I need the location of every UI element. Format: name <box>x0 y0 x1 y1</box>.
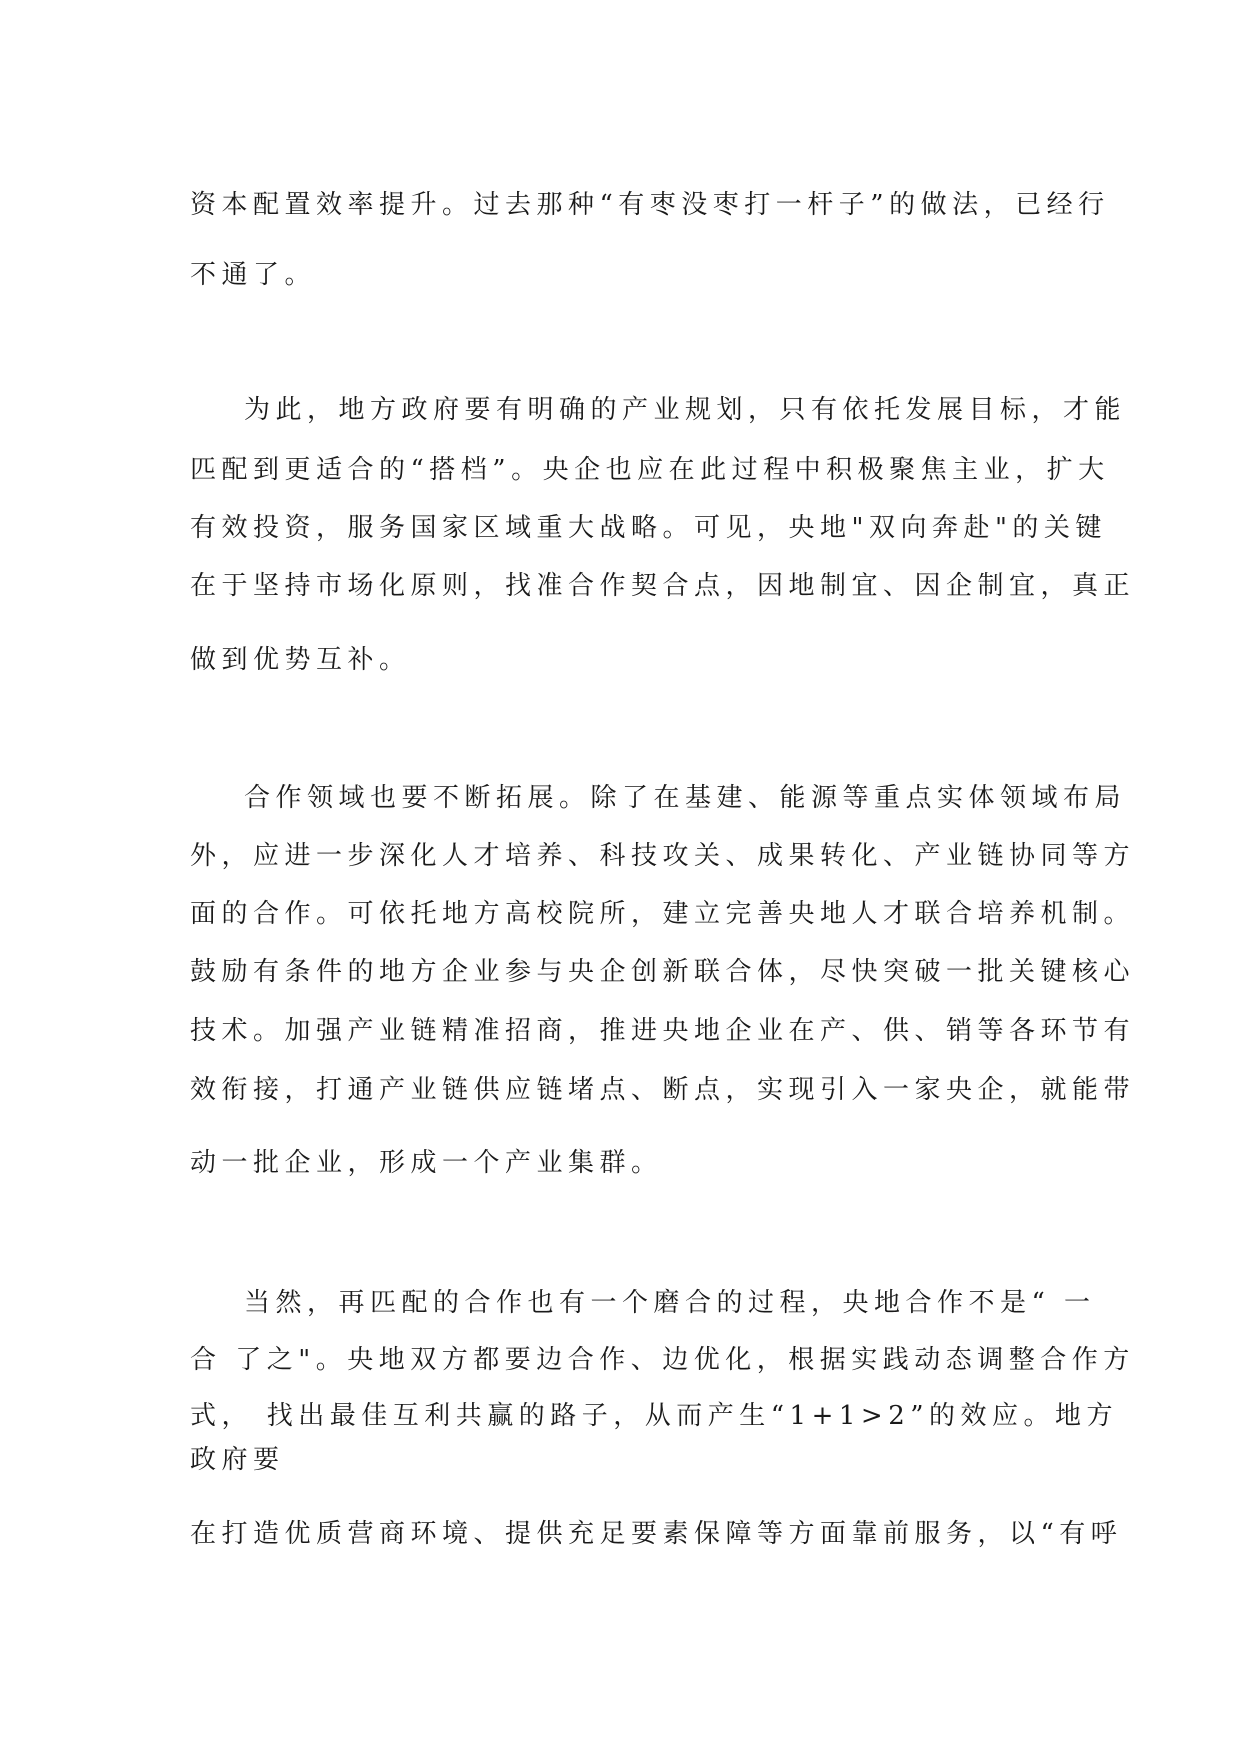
text-line: 不通了。 <box>190 260 317 290</box>
text-line: 合 了之"。央地双方都要边合作、边优化，根据实践动态调整合作方 <box>190 1345 1135 1375</box>
text-line: 动一批企业，形成一个产业集群。 <box>190 1148 663 1178</box>
text-line: 当然，再匹配的合作也有一个磨合的过程，央地合作不是“ 一 <box>244 1288 1096 1318</box>
text-line: 在于坚持市场化原则，找准合作契合点，因地制宜、因企制宜，真正 <box>190 571 1136 601</box>
text-line: 在打造优质营商环境、提供充足要素保障等方面靠前服务，以“有呼 <box>190 1519 1123 1549</box>
text-line: 外，应进一步深化人才培养、科技攻关、成果转化、产业链协同等方 <box>190 841 1136 871</box>
text-line: 鼓励有条件的地方企业参与央企创新联合体，尽快突破一批关键核心 <box>190 957 1136 987</box>
text-line: 合作领域也要不断拓展。除了在基建、能源等重点实体领域布局 <box>244 783 1127 813</box>
text-line: 匹配到更适合的“搭档”。央企也应在此过程中积极聚焦主业，扩大 <box>190 455 1110 485</box>
text-line: 资本配置效率提升。过去那种“有枣没枣打一杆子”的做法，已经行 <box>190 190 1110 220</box>
text-line: 效衔接，打通产业链供应链堵点、断点，实现引入一家央企，就能带 <box>190 1075 1136 1105</box>
text-line: 面的合作。可依托地方高校院所，建立完善央地人才联合培养机制。 <box>190 899 1136 929</box>
text-line: 技术。加强产业链精准招商，推进央地企业在产、供、销等各环节有 <box>190 1016 1136 1046</box>
text-line: 做到优势互补。 <box>190 645 411 675</box>
text-line: 有效投资，服务国家区域重大战略。可见，央地"双向奔赴"的关键 <box>190 513 1107 543</box>
text-line: 式， 找出最佳互利共赢的路子，从而产生“1+1>2”的效应。地方 <box>190 1401 1119 1431</box>
text-line: 政府要 <box>190 1445 285 1475</box>
text-line: 为此，地方政府要有明确的产业规划，只有依托发展目标，才能 <box>244 395 1127 425</box>
